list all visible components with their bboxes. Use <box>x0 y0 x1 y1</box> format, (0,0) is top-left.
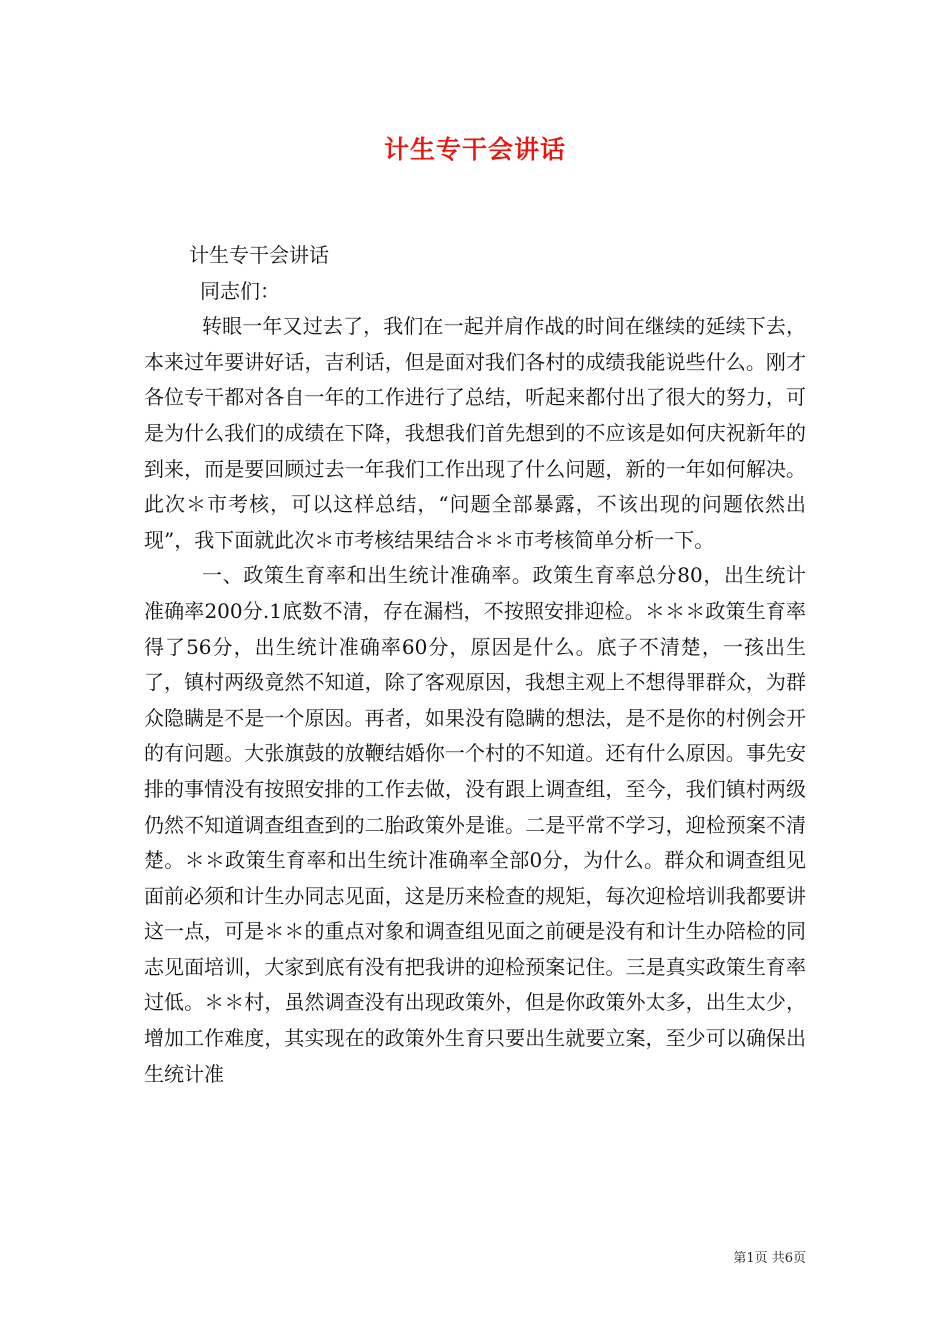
document-body <box>144 238 806 1092</box>
paragraph-intro: 转眼一年又过去了，我们在一起并肩作战的时间在继续的延续下去，本来过年要讲好话，吉利话，但是面对我们各村的成绩我能说些什么。刚才各位专干都对各自一年的工作进行了总结，听起来都付出了很大的努力，可是为什么我们的成绩在下降，我想我们首先想到的不应该是如何庆祝新年的到来，而是要回顾过去一年我们工作出现了什么问题，新的一年如何解决。此次＊市考核，可以这样总结，“问题全部暴露，不该出现的问题依然出现”，我下面就此次＊市考核结果结合＊＊市考核简单分析一下。 <box>144 314 806 552</box>
document-title: 计生专干会讲话 <box>383 135 566 164</box>
paragraph-section-one: 一、政策生育率和出生统计准确率。政策生育率总分80，出生统计准确率200分.1底数不清，存在漏档，不按照安排迎检。＊＊＊政策生育率得了56分，出生统计准确率60分，原因是什么。底子不清楚，一孩出生了，镇村两级竟然不知道，除了客观原因，我想主观上不想得罪群众，为群众隐瞒是不是一个原因。再者，如果没有隐瞒的想法，是不是你的村例会开的有问题。大张旗鼓的放鞭结婚你一个村的不知道。还有什么原因。事先安排的事情没有按照安排的工作去做，没有跟上调查组，至今，我们镇村两级仍然不知道调查组查到的二胎政策外是谁。二是平常不学习，迎检预案不清楚。＊＊政策生育率和出生统计准确率全部0分，为什么。群众和调查组见面前必须和计生办同志见面，这是历来检查的规矩，每次迎检培训我都要讲这一点，可是＊＊的重点对象和调查组见面之前硬是没有和计生办陪检的同志见面培训，大家到底有没有把我讲的迎检预案记住。三是真实政策生育率过低。＊＊村，虽然调查没有出现政策外，但是你政策外太多，出生太少，增加工作难度，其实现在的政策外生育只要出生就要立案，至少可以确保出生统计准 <box>144 563 806 1086</box>
page-number: 第1页 共6页 <box>733 1251 806 1266</box>
salutation: 同志们： <box>200 278 280 303</box>
document-subtitle: 计生专干会讲话 <box>189 243 329 267</box>
